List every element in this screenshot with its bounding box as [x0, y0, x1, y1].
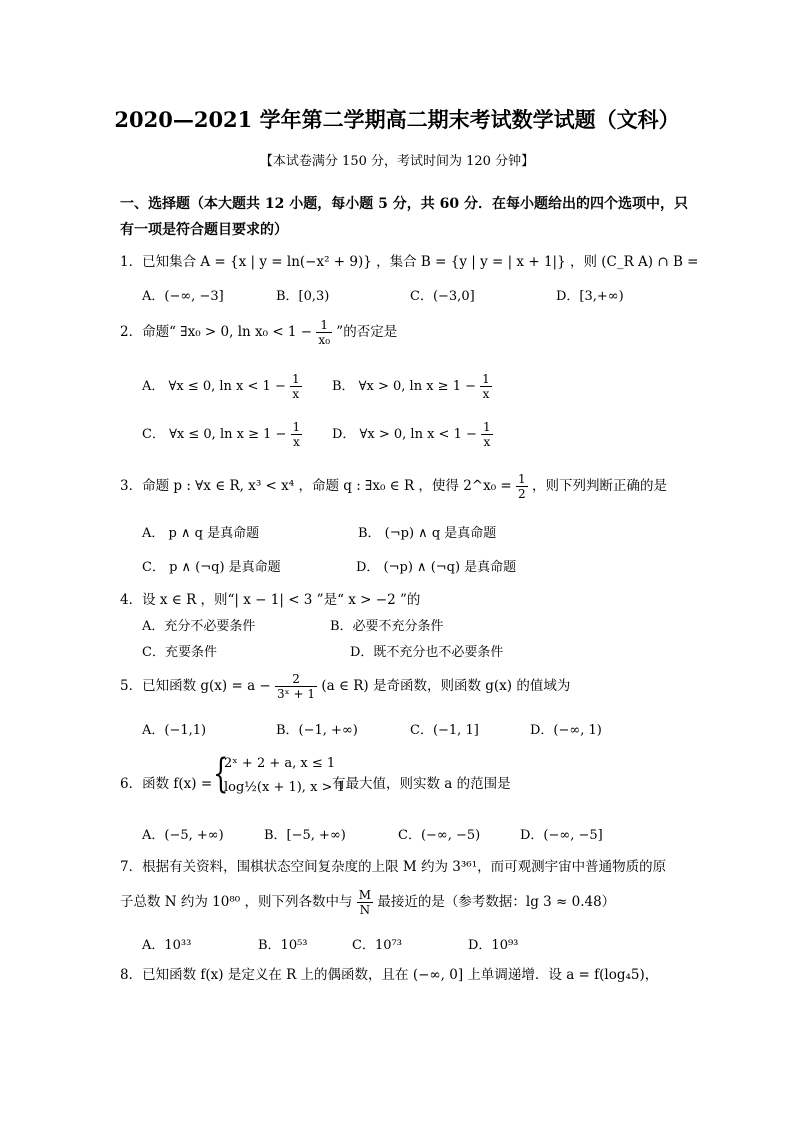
q3-option-c: C． p ∧ (¬q) 是真命题 — [142, 560, 281, 575]
q7-option-b: B．10⁵³ — [258, 938, 308, 953]
q2-option-c — [142, 420, 302, 449]
q7-option-a: A．10³³ — [142, 938, 192, 953]
q5-frac-den: 3ˣ + 1 — [277, 687, 316, 701]
q2-opt-b-den: x — [482, 387, 490, 401]
q5-option-a: A．(−1,1) — [142, 723, 207, 738]
question-7-line-1: 7．根据有关资料，围棋状态空间复杂度的上限 M 约为 3³⁶¹，而可观测宇宙中普通物质的原 — [120, 859, 667, 875]
question-6-stem-post: 有最大值，则实数 a 的范围是 — [332, 776, 511, 792]
q2-opt-b-pre: B． ∀x > 0, ln x ≥ 1 − — [332, 379, 477, 394]
q2-opt-b-frac — [480, 372, 492, 401]
q1-option-c: C．(−3,0] — [410, 289, 475, 304]
q2-opt-d-pre: D． ∀x > 0, ln x < 1 − — [332, 427, 477, 442]
q3-frac-den: 2 — [518, 487, 526, 501]
question-7-line-2 — [120, 888, 615, 917]
q6-option-a: A．(−5, +∞) — [142, 828, 224, 843]
question-8-stem: 8．已知函数 f(x) 是定义在 R 上的偶函数，且在 (−∞, 0] 上单调递增．设 a = f(log₄5)， — [120, 967, 659, 983]
q6-piece-1: 2ˣ + 2 + a, x ≤ 1 — [224, 756, 336, 771]
exam-subtitle: 【本试卷满分 150 分，考试时间为 120 分钟】 — [259, 154, 535, 169]
q5-stem-fraction — [275, 672, 317, 701]
q6-option-b: B．[−5, +∞) — [264, 828, 346, 843]
q1-option-a: A．(−∞, −3] — [142, 289, 224, 304]
question-4-stem: 4．设 x ∈ R ，则“| x − 1| < 3 ”是“ x > −2 ”的 — [120, 592, 421, 608]
q2-opt-c-frac — [291, 420, 303, 449]
q2-stem-fraction — [316, 318, 332, 347]
q2-stem-pre: 2．命题“ ∃x₀ > 0, ln x₀ < 1 − — [120, 324, 313, 340]
q2-opt-a-pre: A． ∀x ≤ 0, ln x < 1 − — [142, 379, 286, 394]
q5-option-c: C．(−1, 1] — [410, 723, 479, 738]
q2-opt-a-num: 1 — [291, 372, 300, 386]
q5-frac-num: 2 — [275, 672, 317, 687]
question-5-stem — [120, 672, 570, 701]
q7-frac-num: M — [358, 888, 372, 902]
q6-option-d: D．(−∞, −5] — [520, 828, 603, 843]
q5-stem-pre: 5．已知函数 g(x) = a − — [120, 678, 271, 694]
q4-option-c: C．充要条件 — [142, 645, 217, 660]
q6-piecewise-brace: { — [213, 751, 229, 797]
q4-option-a: A．充分不必要条件 — [142, 619, 256, 634]
q2-opt-c-pre: C． ∀x ≤ 0, ln x ≥ 1 − — [142, 427, 287, 442]
question-2-stem — [120, 318, 397, 347]
q2-opt-d-frac — [481, 420, 493, 449]
question-6-stem-pre: 6．函数 f(x) = — [120, 776, 213, 792]
q3-stem-fraction — [516, 472, 528, 501]
q2-frac-den: x₀ — [318, 333, 330, 347]
q2-option-d — [332, 420, 493, 449]
q7-line2-post: 最接近的是（参考数据：lg 3 ≈ 0.48） — [377, 894, 616, 910]
q2-stem-post: ”的否定是 — [336, 324, 398, 340]
q5-option-b: B．(−1, +∞) — [276, 723, 358, 738]
q1-option-b: B．[0,3) — [276, 289, 330, 304]
q7-frac-den: N — [359, 903, 371, 917]
exam-title: 2020—2021 学年第二学期高二期末考试数学试题（文科） — [114, 107, 680, 132]
q5-option-d: D．(−∞, 1) — [530, 723, 602, 738]
question-3-stem — [120, 472, 667, 501]
section-heading: 一、选择题（本大题共 12 小题，每小题 5 分，共 60 分．在每小题给出的四个选项中，只有一项是符合题目要求的） — [120, 196, 688, 238]
q1-option-d: D．[3,+∞) — [556, 289, 624, 304]
q4-option-b: B．必要不充分条件 — [330, 619, 444, 634]
q6-piece-2: log½(x + 1), x > 1 — [224, 780, 345, 795]
q3-option-b: B． (¬p) ∧ q 是真命题 — [358, 526, 497, 541]
q3-frac-num: 1 — [518, 472, 526, 486]
q7-line2-pre: 子总数 N 约为 10⁸⁰ ，则下列各数中与 — [120, 894, 353, 910]
q3-stem-pre: 3．命题 p : ∀x ∈ R, x³ < x⁴ ，命题 q : ∃x₀ ∈ R ，使得 2^x₀ = — [120, 478, 512, 494]
q7-fraction — [357, 888, 373, 917]
q2-opt-c-den: x — [292, 435, 300, 449]
q3-stem-post: ，则下列判断正确的是 — [531, 478, 667, 494]
q2-opt-d-den: x — [483, 435, 491, 449]
q7-option-c: C．10⁷³ — [352, 938, 402, 953]
q7-option-d: D．10⁹³ — [468, 938, 519, 953]
q3-option-d: D． (¬p) ∧ (¬q) 是真命题 — [356, 560, 517, 575]
q2-option-a — [142, 372, 302, 401]
q3-option-a: A． p ∧ q 是真命题 — [142, 526, 260, 541]
q6-option-c: C．(−∞, −5) — [398, 828, 481, 843]
q2-opt-a-frac — [290, 372, 302, 401]
q5-stem-post: (a ∈ R) 是奇函数，则函数 g(x) 的值域为 — [321, 678, 571, 694]
q2-option-b — [332, 372, 492, 401]
q4-option-d: D．既不充分也不必要条件 — [350, 645, 504, 660]
q2-frac-num: 1 — [316, 318, 332, 333]
q2-opt-a-den: x — [292, 387, 300, 401]
q2-opt-d-num: 1 — [483, 420, 491, 434]
question-1-stem: 1．已知集合 A = {x | y = ln(−x² + 9)} ，集合 B = {y | y = | x + 1|} ，则 (C_R A) ∩ B = — [120, 254, 699, 270]
q2-opt-c-num: 1 — [292, 420, 301, 434]
q2-opt-b-num: 1 — [482, 372, 490, 386]
